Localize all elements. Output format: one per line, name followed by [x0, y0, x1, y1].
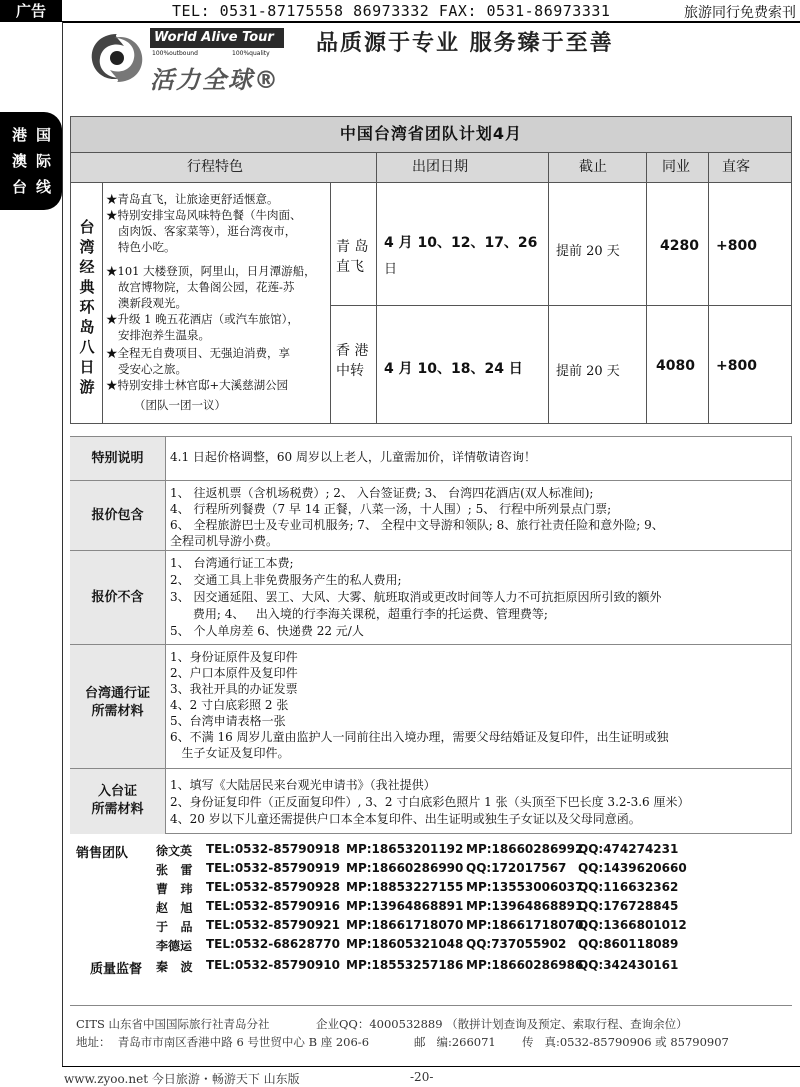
logo-tagline: 100%outbound	[152, 50, 198, 57]
page-number: -20-	[410, 1070, 434, 1084]
section-line: 1、 往返机票（含机场税费）; 2、 入台签证费; 3、 台湾四花酒店(双人标准间);	[170, 486, 594, 500]
route-name-char: 台	[79, 218, 95, 236]
column-header: 截止	[579, 159, 607, 175]
departure-dates: 4 月 10、12、17、26	[384, 235, 538, 251]
section-label: 报价包含	[70, 481, 165, 550]
sales-mp2: MP:18661718070	[466, 918, 584, 932]
feature-line: （团队一团一议）	[134, 398, 226, 412]
sales-tel: TEL:0532-68628770	[206, 937, 341, 951]
sales-qq: QQ:176728845	[578, 899, 679, 913]
divider	[70, 152, 792, 153]
plan-title: 中国台湾省团队计划4月	[70, 116, 792, 152]
sales-qq: QQ:860118089	[578, 937, 679, 951]
footer-fax: 传 真:0532-85790906 或 85790907	[522, 1035, 729, 1049]
column-header: 同业	[662, 159, 690, 175]
route-name-char: 环	[79, 298, 95, 316]
sales-mp2: MP:13553006037	[466, 880, 584, 894]
feature-line: 安排泡养生温泉。	[118, 328, 210, 342]
feature-line: 故宫博物院，太鲁阁公园，花莲-苏	[118, 280, 295, 294]
logo-chinese-name: 活力全球®	[150, 66, 280, 94]
section-line: 6、 全程旅游巴士及专业司机服务; 7、 全程中文导游和领队; 8、旅行社责任险和意外险; 9、	[170, 518, 664, 532]
section-line: 1、 台湾通行证工本费;	[170, 556, 294, 570]
feature-line: ★全程无自费项目、无强迫消费，享	[106, 346, 290, 360]
divider	[708, 152, 709, 424]
sales-mp: MP:18661718070	[346, 918, 464, 932]
route-name-char: 典	[79, 278, 95, 296]
section-line: 2、身份证复印件（正反面复印件）, 3、2 寸白底彩色照片 1 张（头顶至下巴长度 3.2-3.6 厘米）	[170, 795, 690, 809]
route-name-char: 日	[79, 358, 95, 376]
feature-line: ★升级 1 晚五花酒店（或汽车旅馆），	[106, 312, 299, 326]
feature-line: 特色小吃。	[118, 240, 176, 254]
section-line: 3、 因交通延阻、罢工、大风、大雾、航班取消或更改时间等人力不可抗拒原因所引致的额外	[170, 590, 662, 604]
sales-mp2: QQ:172017567	[466, 861, 567, 875]
sales-mp: MP:18853227155	[346, 880, 464, 894]
feature-line: ★特别安排士林官邸+大溪慈湖公园	[106, 378, 289, 392]
sales-name: 于 品	[156, 920, 193, 934]
side-tab-char: 港	[12, 126, 28, 144]
sales-name: 秦 波	[156, 960, 193, 974]
sales-qq: QQ:1439620660	[578, 861, 687, 875]
section-line: 4.1 日起价格调整，60 周岁以上老人，儿童需加价，详情敬请咨询！	[170, 450, 536, 464]
divider	[646, 152, 647, 424]
section-line: 4、2 寸白底彩照 2 张	[170, 698, 289, 712]
divider	[548, 152, 549, 424]
section-line: 3、我社开具的办证发票	[170, 682, 298, 696]
side-tab-char: 际	[36, 152, 52, 170]
retail-price: +800	[716, 238, 757, 254]
feature-line: ★101 大楼登顶，阿里山，日月潭游船，	[106, 264, 316, 278]
section-line: 5、 个人单房差 6、快递费 22 元/人	[170, 624, 364, 638]
logo-swirl-icon	[84, 28, 150, 88]
feature-line: 澳新段观光。	[118, 296, 187, 310]
sales-name: 徐文英	[156, 844, 193, 858]
sales-mp: MP:18605321048	[346, 937, 464, 951]
side-tab-char: 澳	[12, 152, 28, 170]
logo-tagline: 100%quality	[232, 50, 270, 57]
route-label: 香 港	[336, 343, 369, 359]
section-line: 全程司机导游小费。	[170, 534, 279, 548]
column-header: 直客	[722, 159, 750, 175]
footer-address: 地址： 青岛市市南区香港中路 6 号世贸中心 B 座 206-6	[76, 1035, 370, 1049]
divider	[70, 480, 792, 481]
deadline: 提前 20 天	[556, 364, 620, 379]
footer-qq: 企业QQ：4000532889 （散拼计划查询及预定、索取行程、查询余位）	[316, 1017, 688, 1031]
sales-tel: TEL:0532-85790918	[206, 842, 341, 856]
divider	[62, 1066, 800, 1067]
section-label: 入台证 所需材料	[70, 769, 165, 834]
divider	[102, 182, 103, 424]
sales-name: 李德运	[156, 939, 193, 953]
trade-price: 4080	[656, 358, 695, 374]
retail-price: +800	[716, 358, 757, 374]
ad-label: 广告	[0, 0, 62, 22]
sales-tel: TEL:0532-85790919	[206, 861, 341, 875]
side-tab-char: 台	[12, 178, 28, 196]
sales-mp: MP:18660286990	[346, 861, 464, 875]
route-label: 青 岛	[336, 239, 369, 255]
departure-dates: 4 月 10、18、24 日	[384, 361, 523, 377]
route-name-char: 岛	[79, 318, 95, 336]
column-header: 行程特色	[187, 159, 243, 175]
route-name-char: 游	[79, 378, 95, 396]
section-line: 2、 交通工具上非免费服务产生的私人费用;	[170, 573, 402, 587]
divider	[376, 152, 377, 424]
sales-tel: TEL:0532-85790910	[206, 958, 341, 972]
feature-line: 受安心之旅。	[118, 362, 187, 376]
divider	[70, 768, 792, 769]
section-line: 1、身份证原件及复印件	[170, 650, 298, 664]
divider	[70, 182, 792, 183]
column-header: 出团日期	[412, 159, 468, 175]
divider	[70, 1005, 792, 1006]
sales-qq: QQ:342430161	[578, 958, 679, 972]
divider	[165, 436, 166, 834]
route-label: 中转	[336, 363, 364, 379]
sales-tel: TEL:0532-85790916	[206, 899, 341, 913]
sales-mp: MP:13964868891	[346, 899, 464, 913]
trade-price: 4280	[660, 238, 699, 254]
route-name-char: 八	[79, 338, 95, 356]
sales-qq: QQ:116632362	[578, 880, 679, 894]
section-line: 6、不满 16 周岁儿童由监护人一同前往出入境办理，需要父母结婚证及复印件，出生证明或独	[170, 730, 669, 744]
section-line: 生子女证及复印件。	[170, 746, 290, 760]
sales-mp2: MP:18660286986	[466, 958, 584, 972]
footer-site: www.zyoo.net 今日旅游・畅游天下 山东版	[64, 1072, 300, 1086]
sales-mp: MP:18653201192	[346, 842, 464, 856]
section-line: 4、 行程所列餐费（7 早 14 正餐，八菜一汤，十人围）; 5、 行程中所列景点门票;	[170, 502, 612, 516]
sales-qq: QQ:474274231	[578, 842, 679, 856]
sales-mp2: MP:18660286992	[466, 842, 584, 856]
contact-line: TEL: 0531-87175558 86973332 FAX: 0531-86973331	[172, 2, 611, 20]
footer-company: CITS 山东省中国国际旅行社青岛分社	[76, 1017, 270, 1031]
sales-name: 赵 旭	[156, 901, 193, 915]
sales-name: 曹 玮	[156, 882, 193, 896]
footer-postcode: 邮 编:266071	[414, 1035, 496, 1049]
divider	[330, 305, 792, 306]
feature-line: ★特别安排宝岛风味特色餐（牛肉面、	[106, 208, 302, 222]
side-tab-char: 线	[36, 178, 52, 196]
sales-mp: MP:18553257186	[346, 958, 464, 972]
section-label: 报价不含	[70, 551, 165, 644]
route-name-char: 经	[79, 258, 95, 276]
divider	[70, 550, 792, 551]
section-line: 4、20 岁以下儿童还需提供户口本全本复印件、出生证明或独生子女证以及父母同意函。	[170, 812, 641, 826]
feature-line: ★青岛直飞，让旅途更舒适惬意。	[106, 192, 279, 206]
section-line: 费用; 4、 出入境的行李海关课税，超重行李的托运费、管理费等;	[170, 607, 548, 621]
sales-tel: TEL:0532-85790921	[206, 918, 341, 932]
side-tab	[0, 112, 62, 210]
magazine-title: 旅游同行免费索刊	[684, 5, 796, 21]
sales-team-label: 销售团队	[76, 846, 129, 861]
quality-label: 质量监督	[90, 962, 143, 977]
departure-dates: 日	[384, 262, 398, 277]
deadline: 提前 20 天	[556, 244, 620, 259]
sales-tel: TEL:0532-85790928	[206, 880, 341, 894]
logo-english-name: World Alive Tour	[150, 28, 284, 48]
section-line: 2、户口本原件及复印件	[170, 666, 298, 680]
section-label: 台湾通行证 所需材料	[70, 645, 165, 768]
route-name-char: 湾	[79, 238, 95, 256]
sales-qq: QQ:1366801012	[578, 918, 687, 932]
sales-mp2: QQ:737055902	[466, 937, 567, 951]
route-label: 直飞	[336, 259, 364, 275]
section-label: 特别说明	[70, 437, 165, 480]
feature-line: 卤肉饭、客家菜等），逛台湾夜市，	[118, 224, 297, 238]
section-line: 5、台湾申请表格一张	[170, 714, 286, 728]
section-line: 1、填写《大陆居民来台观光申请书》（我社提供）	[170, 778, 436, 792]
side-tab-char: 国	[36, 126, 52, 144]
slogan: 品质源于专业 服务臻于至善	[316, 31, 614, 56]
sales-mp2: MP:13964868891	[466, 899, 584, 913]
sales-name: 张 雷	[156, 863, 193, 877]
divider	[70, 644, 792, 645]
